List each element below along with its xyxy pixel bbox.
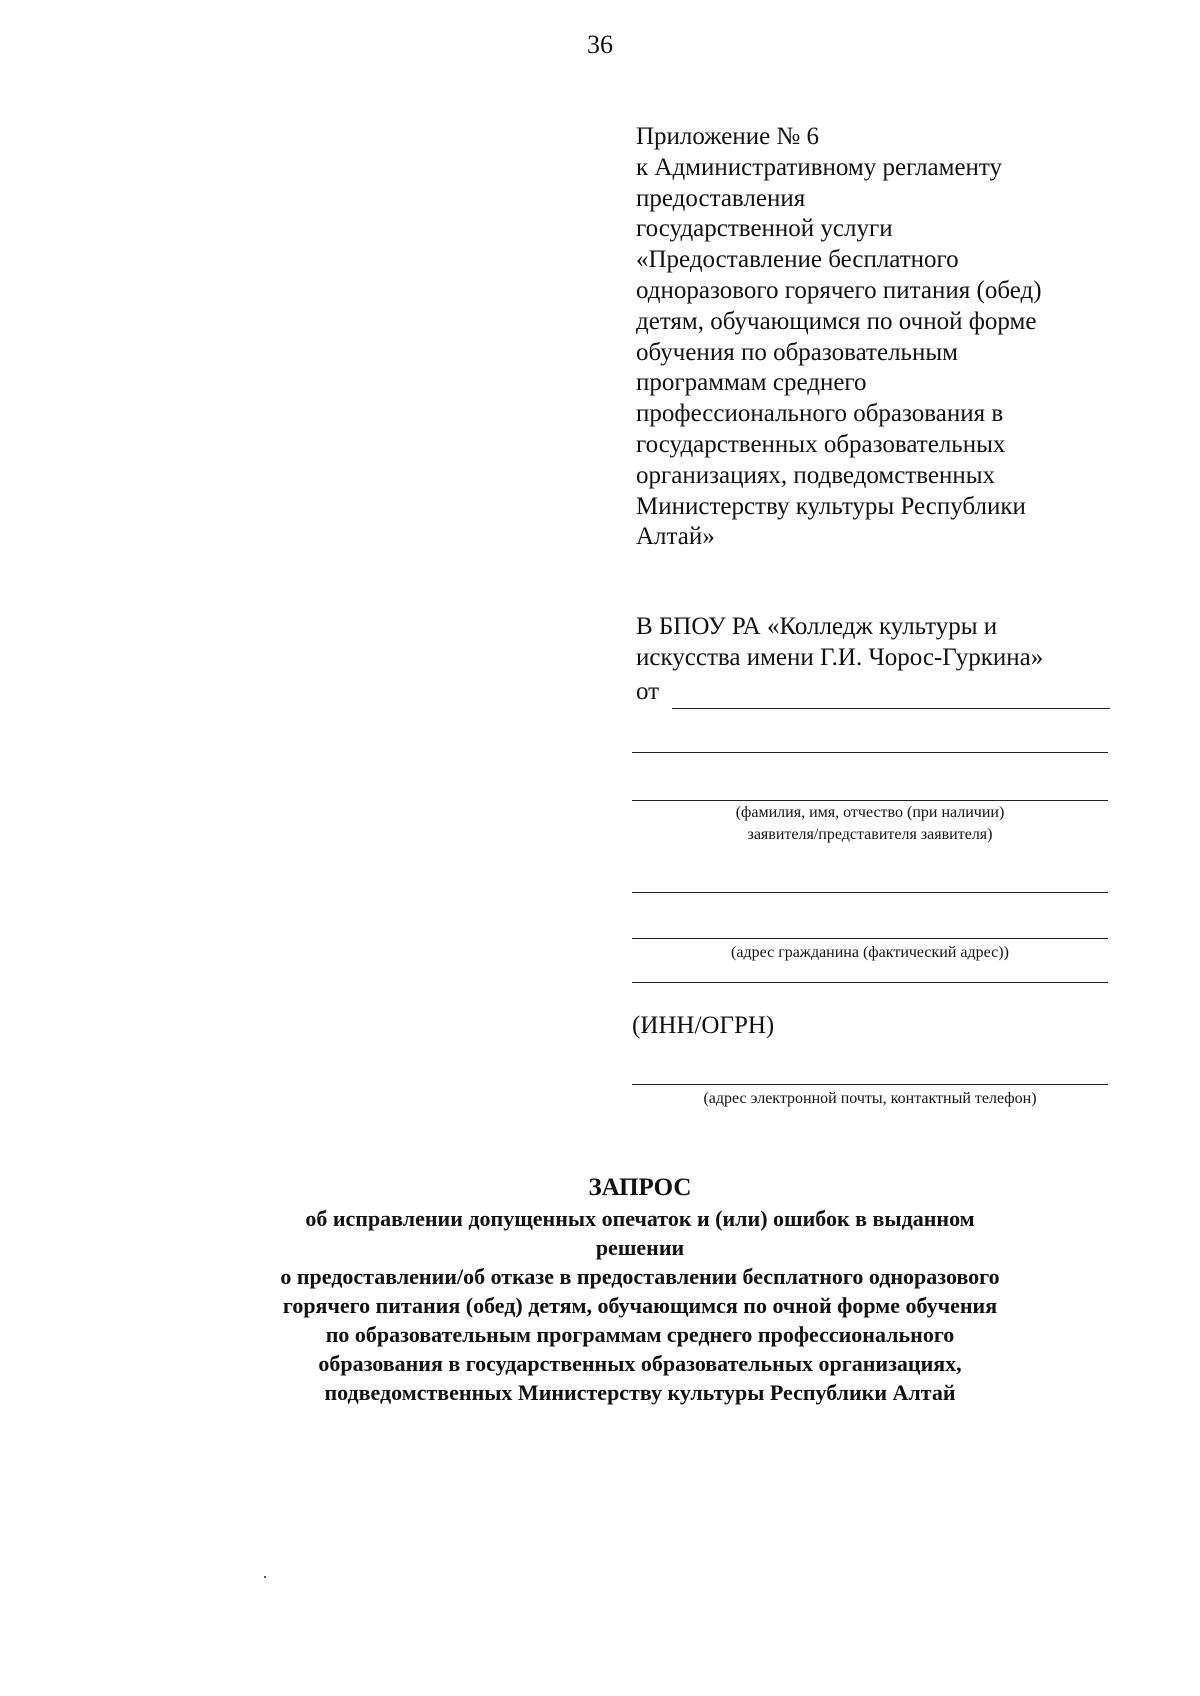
address-line[interactable] <box>632 938 1108 939</box>
address-line[interactable] <box>632 892 1108 893</box>
appendix-line: одноразового горячего питания (обед) <box>636 276 1042 304</box>
request-subtitle-line: решении <box>595 1235 685 1260</box>
name-caption-line: заявителя/представителя заявителя) <box>747 826 993 843</box>
appendix-line: к Административному регламенту <box>636 153 1003 181</box>
scan-speck <box>264 1576 266 1578</box>
appendix-line: предоставления <box>636 184 806 212</box>
name-caption-line: (фамилия, имя, отчество (при наличии) <box>735 804 1005 821</box>
appendix-line: «Предоставление бесплатного <box>636 246 959 274</box>
addressee-block <box>636 612 1136 674</box>
address-caption: (адрес гражданина (фактический адрес)) <box>731 944 1009 961</box>
request-heading <box>160 1172 1120 1407</box>
request-subtitle-line: об исправлении допущенных опечаток и (или) ошибок в выданном <box>305 1206 975 1231</box>
appendix-line: организациях, подведомственных <box>636 461 996 489</box>
request-title: ЗАПРОС <box>588 1174 692 1201</box>
page-number: 36 <box>587 30 613 59</box>
request-subtitle-line: подведомственных Министерству культуры Республики Алтай <box>324 1380 956 1405</box>
inn-ogrn-label: (ИНН/ОГРН) <box>632 1012 775 1039</box>
request-subtitle-line: о предоставлении/об отказе в предоставлении бесплатного одноразового <box>280 1264 1000 1289</box>
contacts-caption: (адрес электронной почты, контактный телефон) <box>703 1090 1037 1107</box>
appendix-line: государственных образовательных <box>636 430 1006 458</box>
appendix-line: обучения по образовательным <box>636 338 958 366</box>
appendix-header <box>636 122 1136 553</box>
applicant-name-line[interactable] <box>672 708 1110 709</box>
addressee-line: искусства имени Г.И. Чорос-Гуркина» <box>636 643 1044 671</box>
appendix-line: Министерству культуры Республики <box>636 492 1026 520</box>
appendix-line: программам среднего <box>636 369 867 397</box>
address-line[interactable] <box>632 982 1108 983</box>
request-subtitle-line: горячего питания (обед) детям, обучающимся по очной форме обучения <box>282 1293 998 1318</box>
appendix-line: государственной услуги <box>636 215 893 243</box>
addressee-line: В БПОУ РА «Колледж культуры и <box>636 613 998 640</box>
appendix-line: Алтай» <box>636 523 715 551</box>
contacts-line[interactable] <box>632 1084 1108 1085</box>
appendix-line: детям, обучающимся по очной форме <box>636 307 1037 335</box>
name-caption <box>632 802 1108 846</box>
from-label: от <box>636 678 660 705</box>
appendix-line: Приложение № 6 <box>636 123 820 150</box>
request-subtitle-line: образования в государственных образовательных организациях, <box>318 1351 962 1376</box>
request-subtitle-line: по образовательным программам среднего профессионального <box>325 1322 955 1347</box>
applicant-name-line[interactable] <box>632 752 1108 753</box>
applicant-name-line[interactable] <box>632 800 1108 801</box>
appendix-line: профессионального образования в <box>636 400 1004 428</box>
